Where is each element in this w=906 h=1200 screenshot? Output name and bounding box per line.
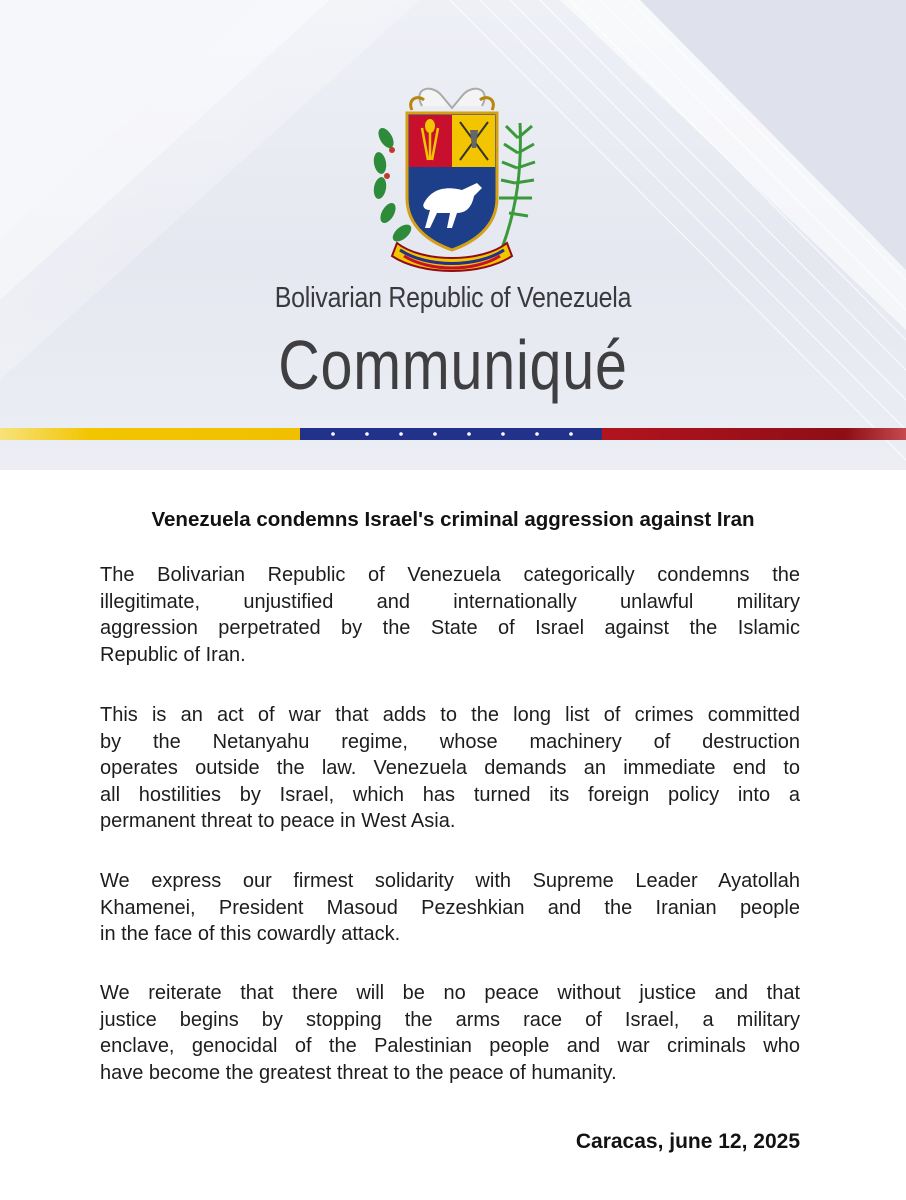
letterhead	[0, 0, 906, 470]
flag-stripe-red	[602, 428, 906, 440]
flag-stars-icon	[300, 428, 602, 440]
venezuela-coat-of-arms-icon	[352, 78, 552, 278]
place-and-date: Caracas, june 12, 2025	[575, 1130, 800, 1153]
government-name: Bolivarian Republic of Venezuela	[274, 282, 632, 314]
paragraph-line: illegitimate, unjustified and internationally unlawful military	[100, 590, 800, 613]
paragraph-3	[100, 868, 800, 948]
paragraph-line: have become the greatest threat to the peace of humanity.	[100, 1061, 617, 1084]
paragraph-line: operates outside the law. Venezuela demands an immediate end to	[100, 757, 800, 779]
paragraph-line: We express our firmest solidarity with Supreme Leader Ayatollah	[100, 870, 800, 892]
paragraph-line: aggression perpetrated by the State of Israel against the Islamic	[100, 617, 800, 639]
headline: Venezuela condemns Israel's criminal aggression against Iran	[151, 508, 755, 531]
paragraph-line: We reiterate that there will be no peace without justice and that	[100, 982, 800, 1004]
paragraph-line: Khamenei, President Masoud Pezeshkian and the Iranian people	[100, 896, 800, 919]
paragraph-line: enclave, genocidal of the Palestinian people and war criminals who	[100, 1035, 800, 1057]
paragraph-line: The Bolivarian Republic of Venezuela categorically condemns the	[100, 564, 800, 586]
document-type-title: Communiqué	[278, 326, 628, 404]
paragraph-line: permanent threat to peace in West Asia.	[100, 810, 456, 832]
paragraph-line: justice begins by stopping the arms race of Israel, a military	[100, 1008, 800, 1031]
paragraph-1	[100, 562, 800, 668]
paragraph-line: This is an act of war that adds to the long list of crimes committed	[100, 704, 800, 726]
paragraph-4	[100, 980, 800, 1086]
paragraph-line: Republic of Iran.	[100, 643, 246, 666]
paragraph-2	[100, 702, 800, 835]
flag-stripe-blue	[300, 428, 602, 440]
paragraph-line: by the Netanyahu regime, whose machinery of destruction	[100, 730, 800, 753]
flag-stripe-yellow	[0, 428, 300, 440]
paragraph-line: all hostilities by Israel, which has turned its foreign policy into a	[100, 783, 800, 806]
paragraph-line: in the face of this cowardly attack.	[100, 923, 401, 945]
